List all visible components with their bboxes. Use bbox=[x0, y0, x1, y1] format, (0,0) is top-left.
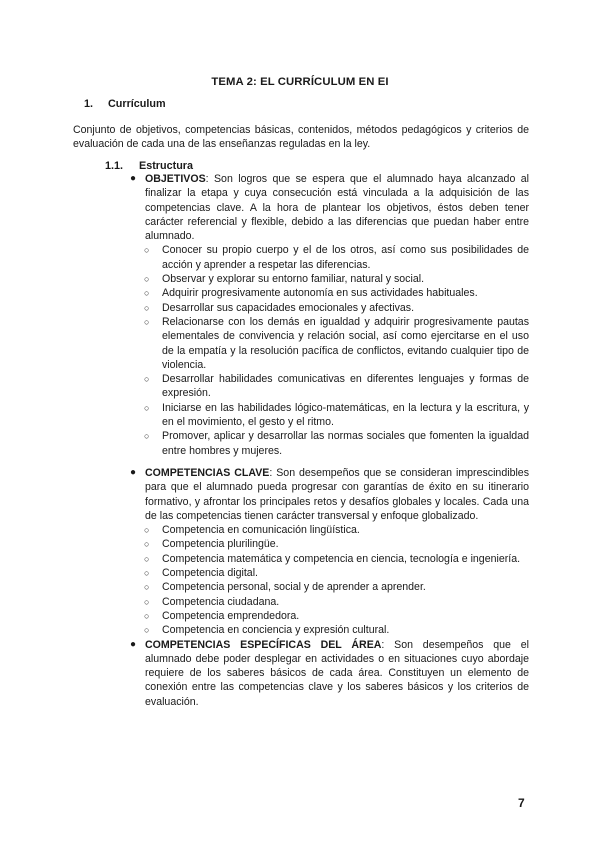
bullet-competencias-especificas bbox=[126, 638, 529, 709]
circle-bullet-icon: ○ bbox=[144, 568, 150, 579]
circle-bullet-icon: ○ bbox=[144, 582, 150, 593]
circle-bullet-icon: ○ bbox=[144, 553, 150, 564]
circle-bullet-icon: ○ bbox=[144, 596, 150, 607]
section-title: Currículum bbox=[108, 98, 166, 110]
bullet-term: OBJETIVOS bbox=[145, 173, 206, 185]
circle-bullet-icon: ○ bbox=[144, 431, 150, 442]
page-number: 7 bbox=[518, 796, 525, 810]
list-item: ○ Competencia digital. bbox=[144, 567, 258, 580]
objetivos-block bbox=[126, 172, 529, 458]
subsection-number: 1.1. bbox=[105, 160, 124, 172]
section-intro-paragraph: Conjunto de objetivos, competencias básicas, contenidos, métodos pedagógicos y criterios de evaluación de cada una de las enseñanzas reguladas en la ley. bbox=[73, 124, 529, 151]
list-item: ○ Iniciarse en las habilidades lógico-matemáticas, en la lectura y la escritura, y en el movimiento, el gesto y el ritmo. bbox=[144, 401, 529, 429]
bullet-competencias-clave bbox=[126, 466, 529, 523]
list-item: ○ Promover, aplicar y desarrollar las normas sociales que fomenten la igualdad entre hombres y mujeres. bbox=[144, 430, 529, 457]
objetivos-list bbox=[126, 243, 529, 457]
circle-bullet-icon: ○ bbox=[144, 525, 150, 536]
circle-bullet-icon: ○ bbox=[144, 610, 150, 621]
list-item: ○ Competencia plurilingüe. bbox=[144, 538, 279, 551]
section-heading-1 bbox=[84, 97, 166, 111]
bullet-icon: ● bbox=[130, 467, 137, 478]
competencias-clave-list bbox=[126, 523, 529, 637]
circle-bullet-icon: ○ bbox=[144, 625, 150, 636]
circle-bullet-icon: ○ bbox=[144, 539, 150, 550]
list-item: ○ Competencia emprendedora. bbox=[144, 609, 300, 622]
list-item: ○ Adquirir progresivamente autonomía en sus actividades habituales. bbox=[144, 287, 478, 300]
page-title: TEMA 2: EL CURRÍCULUM EN EI bbox=[211, 76, 389, 88]
bullet-description: : Son logros que se espera que el alumnado haya alcanzado al finalizar la etapa y cuya consecución está vinculada a la adquisición de las competencias clave. A la hora de plantear los objetivos, éstos deben tener carácter referencial y flexible, debido a las diferencias que puedan haber entre alumnado. bbox=[145, 173, 529, 243]
circle-bullet-icon: ○ bbox=[144, 245, 150, 256]
bullet-term: COMPETENCIAS ESPECÍFICAS DEL ÁREA bbox=[145, 638, 382, 651]
list-item: ○ Relacionarse con los demás en igualdad y adquirir progresivamente pautas elementales de convivencia y relación social, así como ejercitarse en el uso de la empatía y la resolución pacífica de conflictos, evitando cualquier tipo de violencia. bbox=[144, 315, 529, 371]
circle-bullet-icon: ○ bbox=[144, 402, 150, 413]
bullet-icon: ● bbox=[130, 173, 137, 184]
list-item: ○ Competencia en conciencia y expresión cultural. bbox=[144, 624, 390, 637]
circle-bullet-icon: ○ bbox=[144, 316, 150, 327]
list-item: ○ Competencia ciudadana. bbox=[144, 595, 280, 608]
list-item: ○ Competencia personal, social y de aprender a aprender. bbox=[144, 581, 426, 594]
list-item: ○ Desarrollar sus capacidades emocionales y afectivas. bbox=[144, 301, 415, 314]
list-item: ○ Conocer su propio cuerpo y el de los otros, así como sus posibilidades de acción y aprender a respetar las diferencias. bbox=[144, 244, 529, 271]
bullet-description: : Son desempeños que se consideran imprescindibles para que el alumnado pueda progresar con garantías de éxito en su itinerario formativo, y afrontar los principales retos y desafíos globales y locales. Cada una de las competencias tienen carácter transversal y enfoque globalizado. bbox=[145, 467, 529, 522]
section-number: 1. bbox=[84, 98, 94, 110]
circle-bullet-icon: ○ bbox=[144, 274, 150, 285]
bullet-objetivos bbox=[126, 172, 529, 243]
subsection-title: Estructura bbox=[139, 160, 194, 172]
list-item: ○ Competencia en comunicación lingüística. bbox=[144, 524, 360, 537]
bullet-icon: ● bbox=[130, 638, 137, 650]
list-item: ○ Competencia matemática y competencia en ciencia, tecnología e ingeniería. bbox=[144, 552, 521, 565]
circle-bullet-icon: ○ bbox=[144, 302, 150, 313]
list-item: ○ Desarrollar habilidades comunicativas en diferentes lenguajes y formas de expresión. bbox=[144, 373, 529, 400]
circle-bullet-icon: ○ bbox=[144, 288, 150, 299]
circle-bullet-icon: ○ bbox=[144, 374, 150, 385]
competencias-clave-block bbox=[126, 466, 529, 709]
list-item: ○ Observar y explorar su entorno familiar, natural y social. bbox=[144, 273, 425, 286]
bullet-description: : Son desempeños que el alumnado debe poder desplegar en actividades o en situaciones cuyo abordaje requiere de los saberes básicos de cada área. Constituyen un elemento de conexión entre las competencias clave y los saberes básicos y los criterios de evaluación. bbox=[145, 638, 529, 708]
bullet-term: COMPETENCIAS CLAVE bbox=[145, 467, 270, 479]
